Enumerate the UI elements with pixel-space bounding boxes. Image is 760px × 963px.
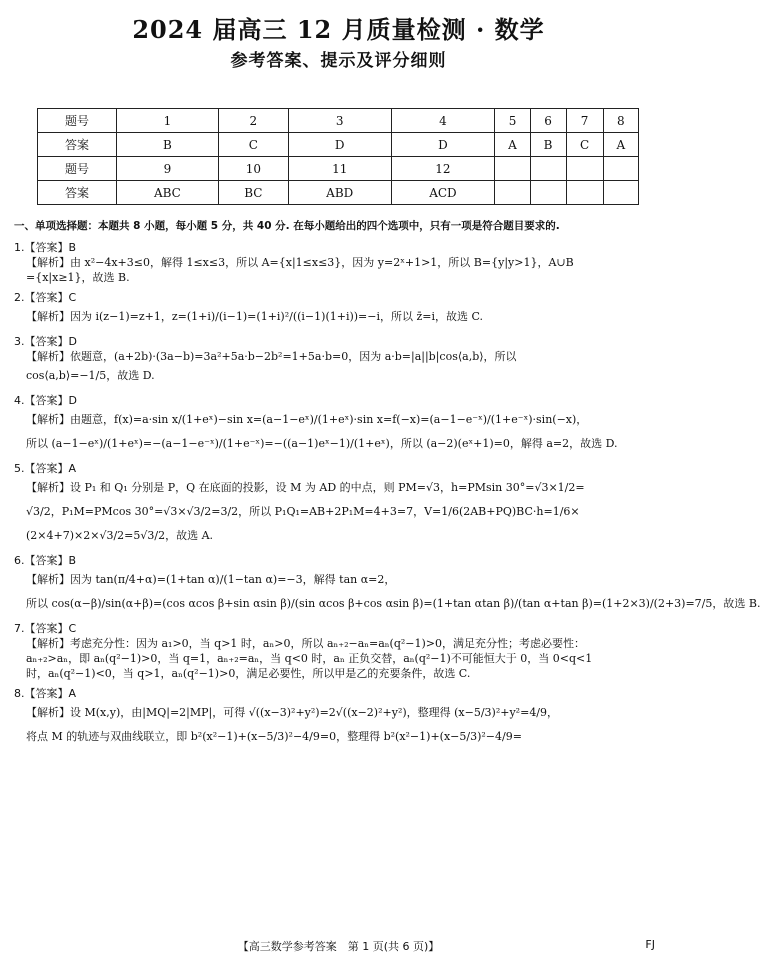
table-cell <box>603 157 638 181</box>
answer-heading-5: 5.【答案】A <box>14 462 77 475</box>
table-row <box>38 157 639 181</box>
explanation-line: 【解析】依题意，(a+2b)·(3a−b)=3a²+5a·b−2b²=1+5a·b=0，因为 a·b=|a||b|cos⟨a,b⟩，所以 <box>26 350 517 363</box>
table-cell: ABC <box>117 181 219 205</box>
table-cell: D <box>288 133 391 157</box>
table-cell <box>530 181 566 205</box>
page-title: 2024 届高三 12 月质量检测 · 数学 <box>132 15 545 44</box>
explanation-line: aₙ₊₂>aₙ，即 aₙ(q²−1)>0，当 q=1，aₙ₊₂=aₙ，当 q<0 时，aₙ 正负交替，aₙ(q²−1)不可能恒大于 0，当 0<q<1 <box>26 652 593 665</box>
table-cell: A <box>603 133 638 157</box>
table-cell: 9 <box>117 157 219 181</box>
table-cell: 6 <box>530 109 566 133</box>
explanation-line: ={x|x≥1}，故选 B. <box>26 271 130 284</box>
table-row <box>38 109 639 133</box>
explanation-line: 【解析】设 P₁ 和 Q₁ 分别是 P，Q 在底面的投影，设 M 为 AD 的中点，则 PM=√3，h=PMsin 30°=√3×1/2= <box>26 481 585 494</box>
table-cell: 题号 <box>38 109 117 133</box>
table-cell: 10 <box>218 157 288 181</box>
table-cell <box>495 181 530 205</box>
table-cell: 8 <box>603 109 638 133</box>
explanation-line: 【解析】设 M(x,y)，由|MQ|=2|MP|，可得 √((x−3)²+y²)=2√((x−2)²+y²)，整理得 (x−5/3)²+y²=4/9， <box>26 706 559 719</box>
explanation-line: 时，aₙ(q²−1)<0，当 q>1，aₙ(q²−1)>0，满足必要性，所以甲是乙的充要条件，故选 C. <box>26 667 471 680</box>
explanation-line: (2×4+7)×2×√3/2=5√3/2，故选 A. <box>26 529 214 542</box>
table-cell: C <box>566 133 603 157</box>
table-row <box>38 133 639 157</box>
table-cell: 题号 <box>38 157 117 181</box>
page-footer: 【高三数学参考答案 第 1 页(共 6 页)】 <box>237 940 440 953</box>
table-cell: 1 <box>117 109 219 133</box>
table-cell: 11 <box>288 157 391 181</box>
table-cell: 4 <box>391 109 495 133</box>
table-cell <box>603 181 638 205</box>
explanation-line: 【解析】由 x²−4x+3≤0，解得 1≤x≤3，所以 A={x|1≤x≤3}，因为 y=2ˣ+1>1，所以 B={y|y>1}，A∪B <box>26 256 574 269</box>
explanation-line: 所以 cos(α−β)/sin(α+β)=(cos αcos β+sin αsin β)/(sin αcos β+cos αsin β)=(1+tan αtan β)/(tan α+tan β)=(1+2×3)/(2+3)=7/5，故选 B. <box>26 597 760 610</box>
section-heading: 一、单项选择题：本题共 8 小题，每小题 5 分，共 40 分. 在每小题给出的四个选项中，只有一项是符合题目要求的. <box>14 220 560 232</box>
table-cell: 答案 <box>38 181 117 205</box>
region-code: FJ <box>645 938 655 951</box>
explanation-line: 【解析】由题意，f(x)=a·sin x/(1+eˣ)−sin x=(a−1−eˣ)/(1+eˣ)·sin x=f(−x)=(a−1−e⁻ˣ)/(1+e⁻ˣ)·sin(−x)， <box>26 413 588 426</box>
answer-heading-3: 3.【答案】D <box>14 335 77 348</box>
solutions-body <box>14 219 760 749</box>
table-cell: B <box>117 133 219 157</box>
table-row <box>38 181 639 205</box>
answer-heading-7: 7.【答案】C <box>14 622 77 635</box>
table-cell: 7 <box>566 109 603 133</box>
answer-table <box>37 108 639 205</box>
explanation-line: 【解析】考虑充分性：因为 a₁>0，当 q>1 时，aₙ>0，所以 aₙ₊₂−aₙ=aₙ(q²−1)>0，满足充分性；考虑必要性： <box>26 637 586 650</box>
explanation-line: 所以 (a−1−eˣ)/(1+eˣ)=−(a−1−e⁻ˣ)/(1+e⁻ˣ)=−((a−1)eˣ−1)/(1+eˣ)，所以 (a−2)(eˣ+1)=0，解得 a=2，故选 D. <box>26 437 618 450</box>
explanation-line: 【解析】因为 i(z−1)=z+1，z=(1+i)/(i−1)=(1+i)²/((i−1)(1+i))=−i，所以 z̄=i，故选 C. <box>26 310 484 323</box>
table-cell: 答案 <box>38 133 117 157</box>
answer-heading-1: 1.【答案】B <box>14 241 77 254</box>
table-cell <box>530 157 566 181</box>
table-cell: B <box>530 133 566 157</box>
table-cell: ACD <box>391 181 495 205</box>
table-cell <box>566 181 603 205</box>
table-cell <box>495 157 530 181</box>
table-cell: 12 <box>391 157 495 181</box>
explanation-line: 【解析】因为 tan(π/4+α)=(1+tan α)/(1−tan α)=−3，解得 tan α=2， <box>26 573 396 586</box>
table-cell: D <box>391 133 495 157</box>
table-cell: 2 <box>218 109 288 133</box>
answer-heading-8: 8.【答案】A <box>14 687 77 700</box>
answer-heading-6: 6.【答案】B <box>14 554 77 567</box>
table-cell: BC <box>218 181 288 205</box>
table-cell: A <box>495 133 530 157</box>
explanation-line: 将点 M 的轨迹与双曲线联立，即 b²(x²−1)+(x−5/3)²−4/9=0，整理得 b²(x²−1)+(x−5/3)²−4/9= <box>26 730 522 743</box>
table-cell: 5 <box>495 109 530 133</box>
table-cell: 3 <box>288 109 391 133</box>
table-cell: C <box>218 133 288 157</box>
page-subtitle: 参考答案、提示及评分细则 <box>230 51 447 71</box>
answer-heading-4: 4.【答案】D <box>14 394 77 407</box>
answer-heading-2: 2.【答案】C <box>14 291 77 304</box>
table-cell <box>566 157 603 181</box>
explanation-line: cos⟨a,b⟩=−1/5，故选 D. <box>26 369 155 382</box>
explanation-line: √3/2，P₁M=PMcos 30°=√3×√3/2=3/2，所以 P₁Q₁=AB+2P₁M=4+3=7，V=1/6(2AB+PQ)BC·h=1/6× <box>26 505 580 518</box>
table-cell: ABD <box>288 181 391 205</box>
